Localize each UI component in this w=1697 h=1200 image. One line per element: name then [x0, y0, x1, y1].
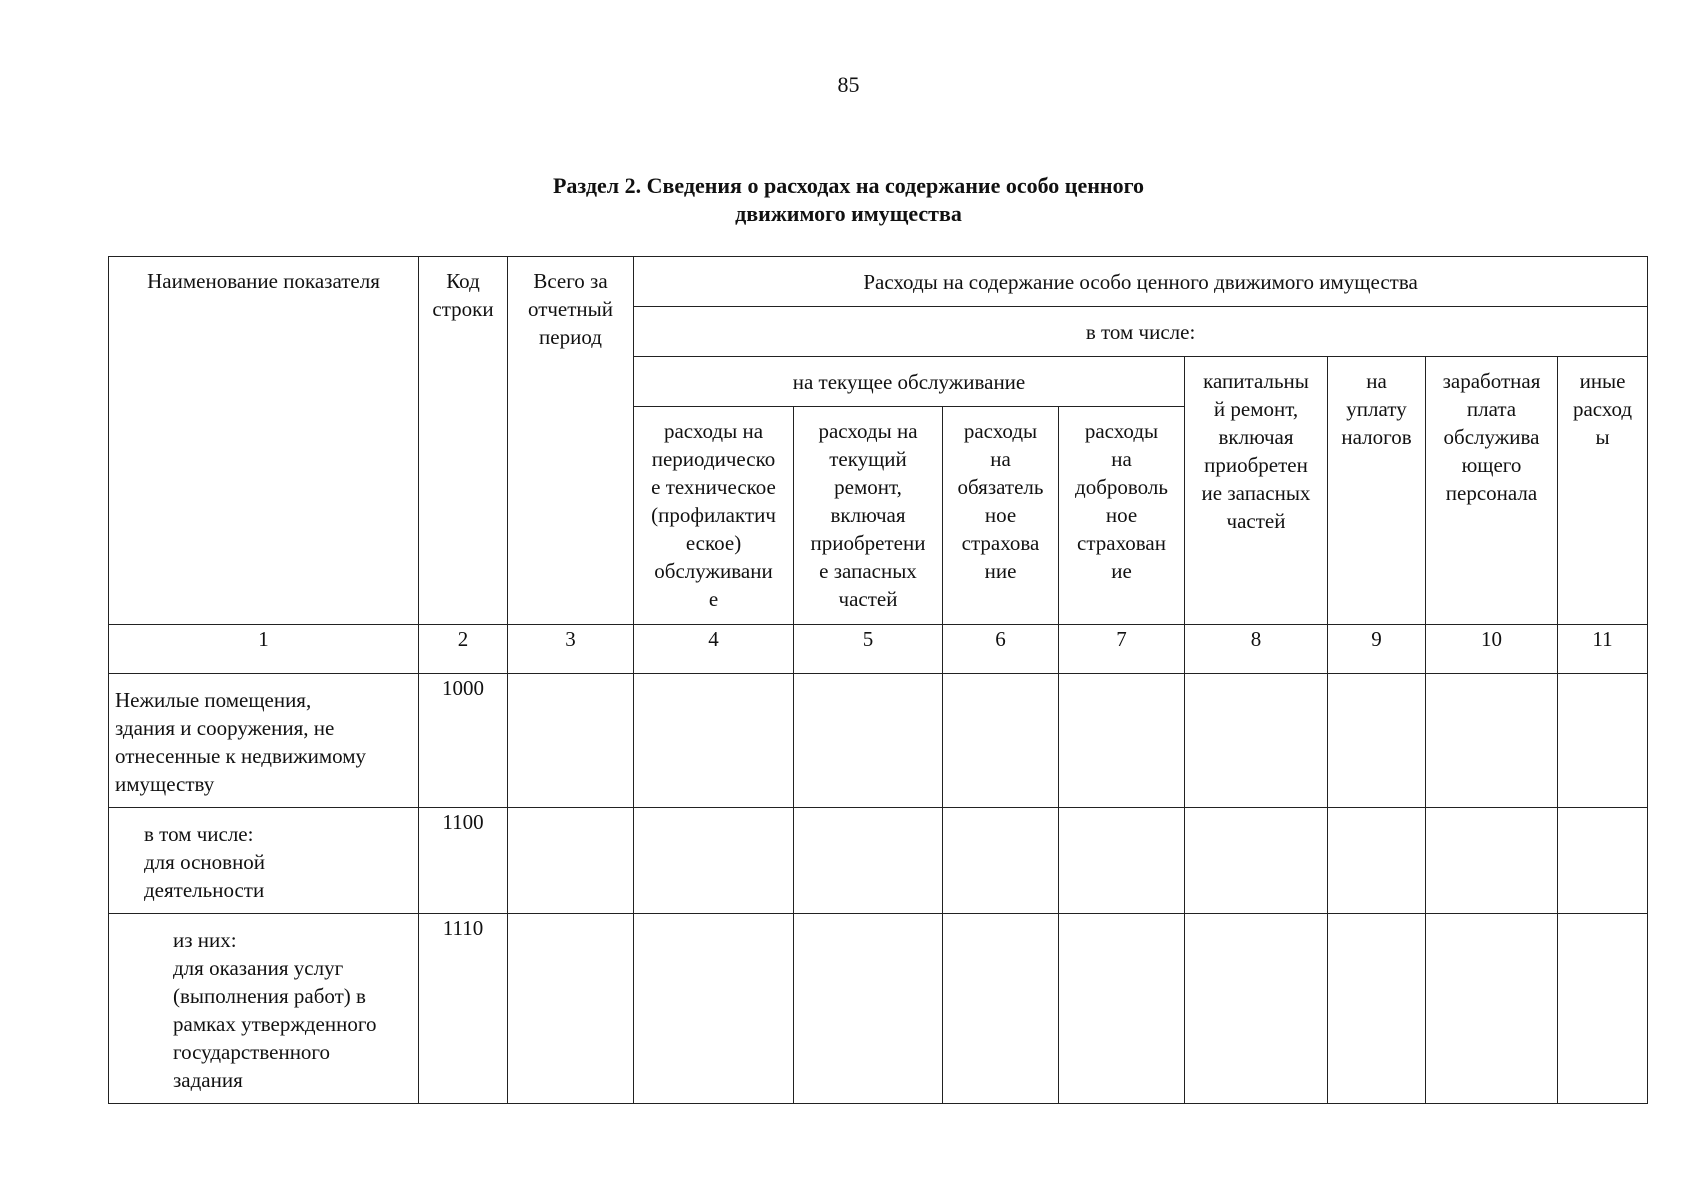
value-cell[interactable]: [634, 914, 794, 1104]
header-current-maintenance: на текущее обслуживание: [634, 357, 1185, 407]
header-line: частей: [1226, 509, 1286, 533]
header-expenses-group: Расходы на содержание особо ценного движимого имущества: [634, 257, 1648, 307]
column-number: 2: [419, 625, 508, 674]
row-name-line: отнесенные к недвижимому: [115, 744, 367, 768]
header-line: ние: [984, 559, 1017, 583]
row-code: 1100: [419, 808, 508, 914]
header-line: е: [708, 587, 719, 611]
row-name-line: для оказания услуг: [173, 956, 344, 980]
column-number: 10: [1426, 625, 1558, 674]
row-name-line: рамках утвержденного: [173, 1012, 377, 1036]
header-current-repair: [794, 407, 943, 625]
value-cell[interactable]: [1426, 674, 1558, 808]
value-cell[interactable]: [508, 674, 634, 808]
section-title-line-2: движимого имущества: [735, 201, 962, 226]
header-capital-repair: [1185, 357, 1328, 625]
header-taxes: [1328, 357, 1426, 625]
header-line: расходы на: [818, 419, 918, 443]
header-line: й ремонт,: [1213, 397, 1299, 421]
row-name-line: Нежилые помещения,: [115, 688, 312, 712]
value-cell[interactable]: [1558, 674, 1648, 808]
column-number: 8: [1185, 625, 1328, 674]
column-number: 11: [1558, 625, 1648, 674]
value-cell[interactable]: [634, 808, 794, 914]
header-total-line: Всего за: [533, 269, 608, 293]
header-line: налогов: [1341, 425, 1412, 449]
header-line: на: [1111, 447, 1132, 471]
row-name-line: имуществу: [115, 772, 215, 796]
header-line: е техническое: [651, 475, 776, 499]
header-row-code-line: Код: [446, 269, 480, 293]
value-cell[interactable]: [1059, 914, 1185, 1104]
header-row-code: [419, 257, 508, 625]
value-cell[interactable]: [508, 914, 634, 1104]
value-cell[interactable]: [1558, 808, 1648, 914]
header-indicator-name: Наименование показателя: [109, 257, 419, 625]
header-line: на: [990, 447, 1011, 471]
header-line: включая: [1218, 425, 1294, 449]
value-cell[interactable]: [1059, 808, 1185, 914]
value-cell[interactable]: [1185, 674, 1328, 808]
header-line: расходы на: [663, 419, 764, 443]
column-number: 9: [1328, 625, 1426, 674]
row-name-line: (выполнения работ) в: [173, 984, 366, 1008]
header-total: [508, 257, 634, 625]
header-total-line: период: [539, 325, 602, 349]
page-number: 85: [837, 72, 860, 97]
value-cell[interactable]: [1059, 674, 1185, 808]
table-row: [109, 808, 1648, 914]
row-name-line: здания и сооружения, не: [115, 716, 335, 740]
header-line: персонала: [1445, 481, 1538, 505]
header-line: на: [1366, 369, 1387, 393]
value-cell[interactable]: [794, 914, 943, 1104]
value-cell[interactable]: [943, 808, 1059, 914]
header-line: уплату: [1346, 397, 1407, 421]
column-number: 3: [508, 625, 634, 674]
row-name: [109, 674, 419, 808]
row-code: 1110: [419, 914, 508, 1104]
value-cell[interactable]: [1185, 914, 1328, 1104]
value-cell[interactable]: [794, 674, 943, 808]
header-line: иные: [1579, 369, 1626, 393]
expenses-table: [108, 256, 1648, 1104]
row-name-line: для основной: [144, 850, 266, 874]
column-number: 7: [1059, 625, 1185, 674]
header-line: расходы: [1084, 419, 1159, 443]
header-line: ремонт,: [834, 475, 902, 499]
header-line: страхова: [961, 531, 1040, 555]
value-cell[interactable]: [1558, 914, 1648, 1104]
header-line: приобретен: [1204, 453, 1308, 477]
header-line: частей: [838, 587, 898, 611]
row-name: [109, 914, 419, 1104]
header-line: страхован: [1077, 531, 1166, 555]
column-number: 4: [634, 625, 794, 674]
header-line: включая: [830, 503, 906, 527]
header-line: ное: [984, 503, 1017, 527]
header-line: плата: [1466, 397, 1517, 421]
header-line: капитальны: [1203, 369, 1309, 393]
header-line: расход: [1572, 397, 1633, 421]
header-line: доброволь: [1075, 475, 1168, 499]
row-name-line: задания: [173, 1068, 243, 1092]
header-line: обслужива: [1443, 425, 1540, 449]
value-cell[interactable]: [1328, 914, 1426, 1104]
header-row-code-line: строки: [432, 297, 494, 321]
header-including: в том числе:: [634, 307, 1648, 357]
column-number: 6: [943, 625, 1059, 674]
header-line: текущий: [829, 447, 907, 471]
header-line: (профилактич: [651, 503, 776, 527]
column-number: 1: [109, 625, 419, 674]
row-name-line: государственного: [173, 1040, 331, 1064]
section-title-line-1: Раздел 2. Сведения о расходах на содержание особо ценного: [552, 173, 1145, 198]
header-line: ющего: [1461, 453, 1522, 477]
value-cell[interactable]: [943, 914, 1059, 1104]
value-cell[interactable]: [794, 808, 943, 914]
row-name-line: из них:: [173, 928, 237, 952]
row-name-line: деятельности: [144, 878, 265, 902]
header-line: ное: [1105, 503, 1138, 527]
header-line: периодическо: [651, 447, 776, 471]
value-cell[interactable]: [634, 674, 794, 808]
value-cell[interactable]: [1328, 674, 1426, 808]
header-line: ие: [1111, 559, 1132, 583]
table-row: [109, 674, 1648, 808]
header-line: ие запасных: [1201, 481, 1311, 505]
row-name: [109, 808, 419, 914]
column-number: 5: [794, 625, 943, 674]
section-title: [0, 172, 1697, 228]
value-cell[interactable]: [1426, 914, 1558, 1104]
row-name-line: в том числе:: [144, 822, 254, 846]
value-cell[interactable]: [1328, 808, 1426, 914]
header-line: расходы: [963, 419, 1038, 443]
header-line: приобретени: [810, 531, 926, 555]
header-voluntary-insurance: [1059, 407, 1185, 625]
row-code: 1000: [419, 674, 508, 808]
value-cell[interactable]: [943, 674, 1059, 808]
header-line: обязатель: [957, 475, 1044, 499]
header-mandatory-insurance: [943, 407, 1059, 625]
header-line: заработная: [1442, 369, 1541, 393]
header-line: ы: [1595, 425, 1610, 449]
header-line: е запасных: [819, 559, 917, 583]
header-total-line: отчетный: [527, 297, 614, 321]
value-cell[interactable]: [508, 808, 634, 914]
value-cell[interactable]: [1426, 808, 1558, 914]
header-other: [1558, 357, 1648, 625]
header-periodic-maintenance: [634, 407, 794, 625]
header-line: обслуживани: [654, 559, 773, 583]
header-line: еское): [685, 531, 742, 555]
column-numbers-row: [109, 625, 1648, 674]
table-row: [109, 914, 1648, 1104]
value-cell[interactable]: [1185, 808, 1328, 914]
header-salary: [1426, 357, 1558, 625]
